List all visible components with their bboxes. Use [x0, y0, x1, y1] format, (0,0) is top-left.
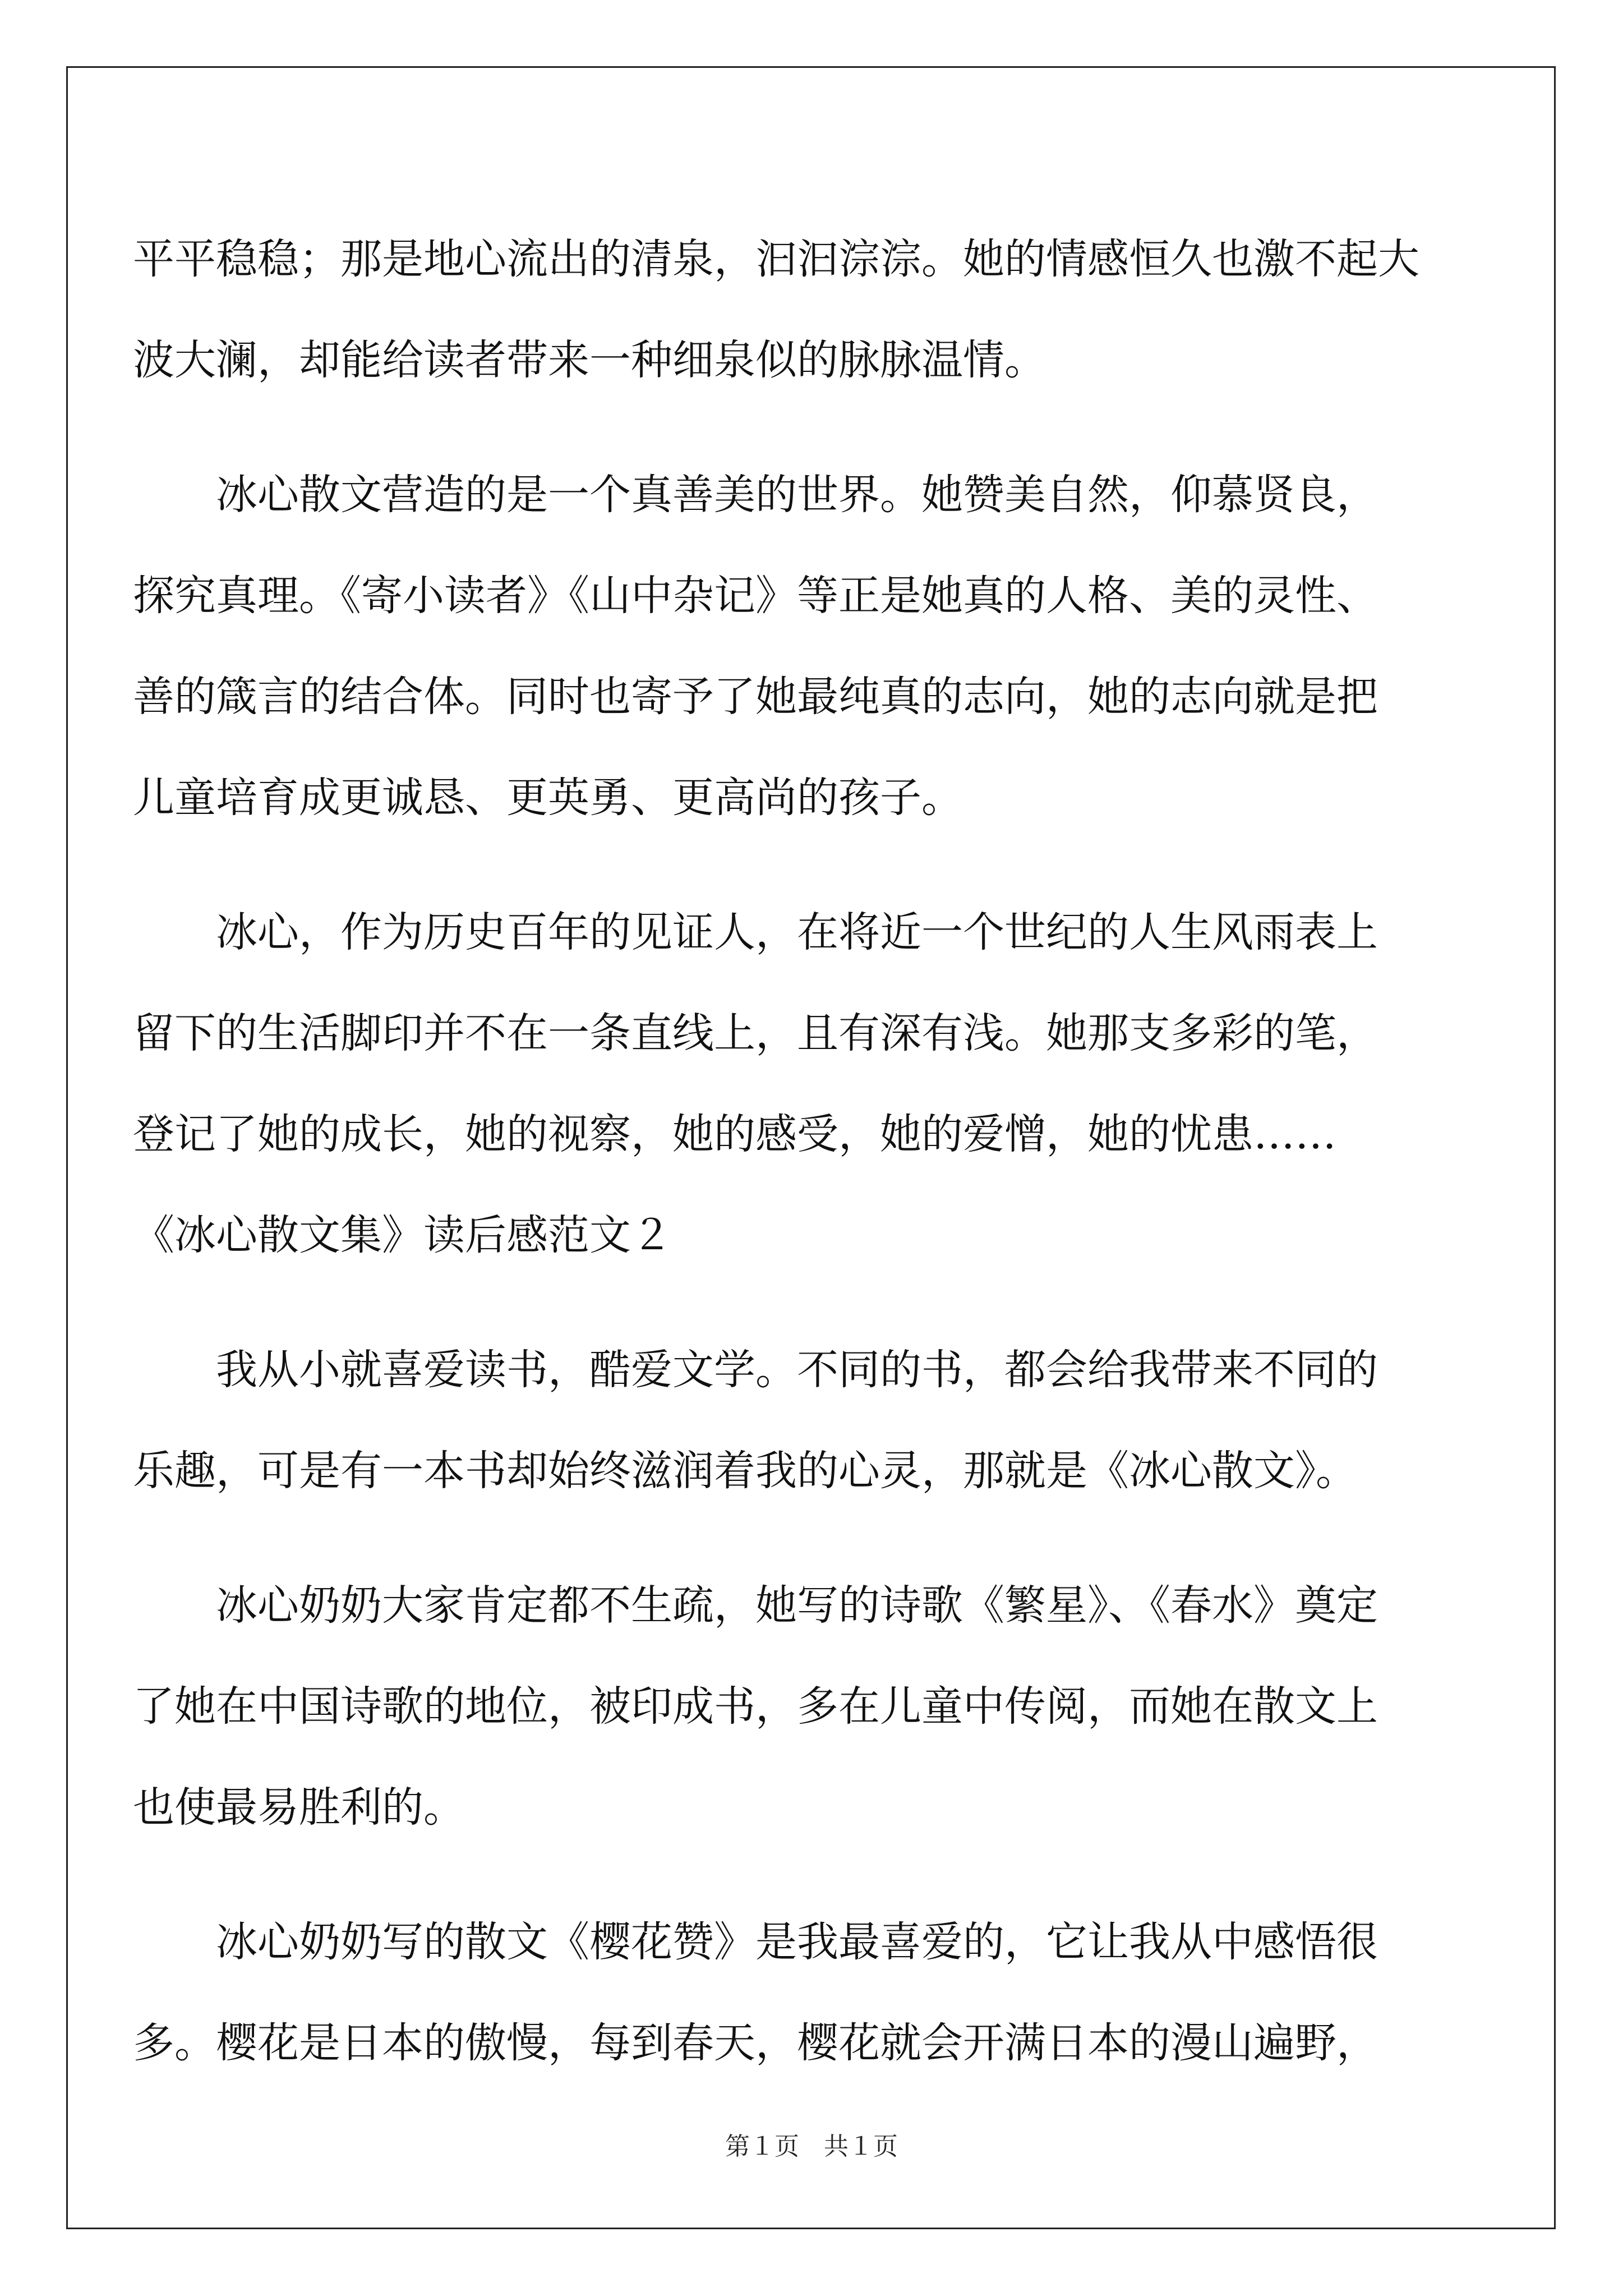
- heading-text: 《冰心散文集》读后感范文２: [133, 1211, 672, 1259]
- text-line: 登记了她的成长，她的视察，她的感受，她的爱憎，她的忧患……: [133, 1110, 1336, 1158]
- text-line: 留下的生活脚印并不在一条直线上，且有深有浅。她那支多彩的笔，: [133, 1009, 1378, 1057]
- text-line: 波大澜，却能给读者带来一种细泉似的脉脉温情。: [133, 336, 1046, 384]
- section-heading: [133, 1185, 1490, 1286]
- page-number: 第１页 共１页: [725, 2132, 898, 2161]
- document-body: [133, 209, 1490, 2093]
- text-line: 也使最易胜利的。: [133, 1783, 465, 1832]
- text-line: 多。樱花是日本的傲慢，每到春天，樱花就会开满日本的漫山遍野，: [133, 2019, 1378, 2067]
- text-line: 冰心奶奶大家肯定都不生疏，她写的诗歌《繁星》、《春水》奠定: [216, 1581, 1378, 1630]
- text-line: 冰心散文营造的是一个真善美的世界。她赞美自然，仰慕贤良，: [216, 471, 1378, 519]
- page-footer: [0, 2126, 1623, 2162]
- paragraph-3: [133, 882, 1490, 1185]
- text-line: 平平稳稳；那是地心流出的清泉，汩汩淙淙。她的情感恒久也激不起大: [133, 235, 1419, 283]
- paragraph-5: [133, 1555, 1490, 1858]
- text-line: 我从小就喜爱读书，酷爱文学。不同的书，都会给我带来不同的: [216, 1346, 1378, 1394]
- paragraph-4: [133, 1319, 1490, 1521]
- paragraph-6: [133, 1892, 1490, 2093]
- text-line: 善的箴言的结合体。同时也寄予了她最纯真的志向，她的志向就是把: [133, 673, 1378, 721]
- text-line: 冰心，作为历史百年的见证人，在将近一个世纪的人生风雨表上: [216, 908, 1378, 956]
- text-line: 了她在中国诗歌的地位，被印成书，多在儿童中传阅，而她在散文上: [133, 1682, 1378, 1731]
- text-line: 冰心奶奶写的散文《樱花赞》是我最喜爱的，它让我从中感悟很: [216, 1918, 1378, 1966]
- text-line: 乐趣，可是有一本书却始终滋润着我的心灵，那就是《冰心散文》。: [133, 1447, 1357, 1495]
- paragraph-1: [133, 209, 1490, 411]
- text-line: 儿童培育成更诚恳、更英勇、更高尚的孩子。: [133, 774, 963, 822]
- paragraph-2: [133, 444, 1490, 848]
- text-line: 探究真理。《寄小读者》《山中杂记》等正是她真的人格、美的灵性、: [133, 572, 1378, 620]
